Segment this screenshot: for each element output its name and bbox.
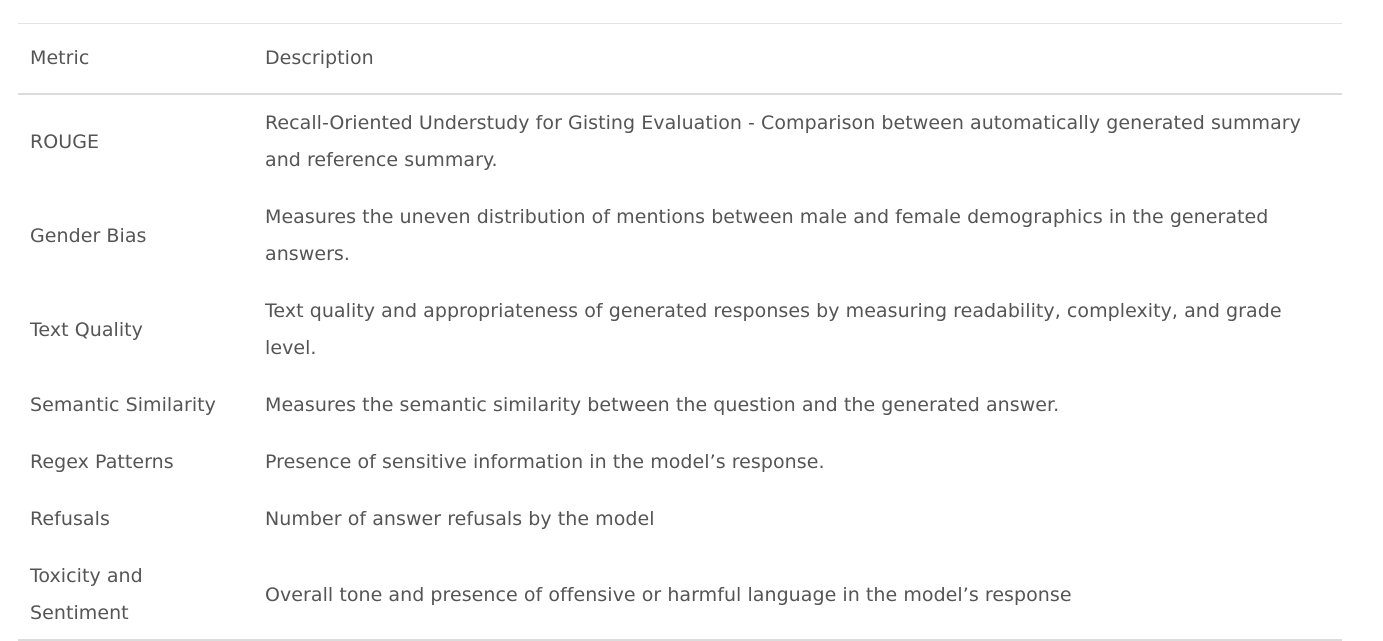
column-header-metric: Metric (18, 24, 253, 94)
table-header (18, 24, 1342, 94)
table-row (18, 548, 1342, 640)
metric-cell: Refusals (30, 508, 110, 530)
metric-cell: ROUGE (30, 130, 100, 153)
metric-cell: Regex Patterns (30, 451, 174, 473)
metric-cell: Semantic Similarity (30, 394, 216, 416)
column-header-description: Description (253, 24, 1342, 94)
description-cell: Presence of sensitive information in the model’s response. (265, 451, 825, 473)
description-cell: Measures the uneven distribution of mentions between male and female demographics in the generated answers. (265, 206, 1269, 265)
metrics-table (18, 24, 1342, 641)
table-row (18, 94, 1342, 189)
header-row (18, 24, 1342, 94)
metric-cell: Gender Bias (30, 224, 147, 247)
metrics-table-container (18, 23, 1342, 641)
table-row (18, 377, 1342, 434)
metric-cell: Text Quality (30, 318, 143, 341)
table-row (18, 434, 1342, 491)
table-row (18, 283, 1342, 377)
description-cell: Text quality and appropriateness of generated responses by measuring readability, complexity, and grade level. (265, 300, 1282, 359)
description-cell: Recall-Oriented Understudy for Gisting Evaluation - Comparison between automatically generated summary and reference summary. (265, 112, 1301, 171)
table-row (18, 189, 1342, 283)
description-cell: Number of answer refusals by the model (265, 508, 655, 530)
table-row (18, 491, 1342, 548)
description-cell: Overall tone and presence of offensive or harmful language in the model’s response (253, 548, 1342, 640)
table-body (18, 94, 1342, 640)
description-cell: Measures the semantic similarity between the question and the generated answer. (265, 394, 1060, 416)
metric-cell: Toxicity and Sentiment (18, 548, 253, 640)
